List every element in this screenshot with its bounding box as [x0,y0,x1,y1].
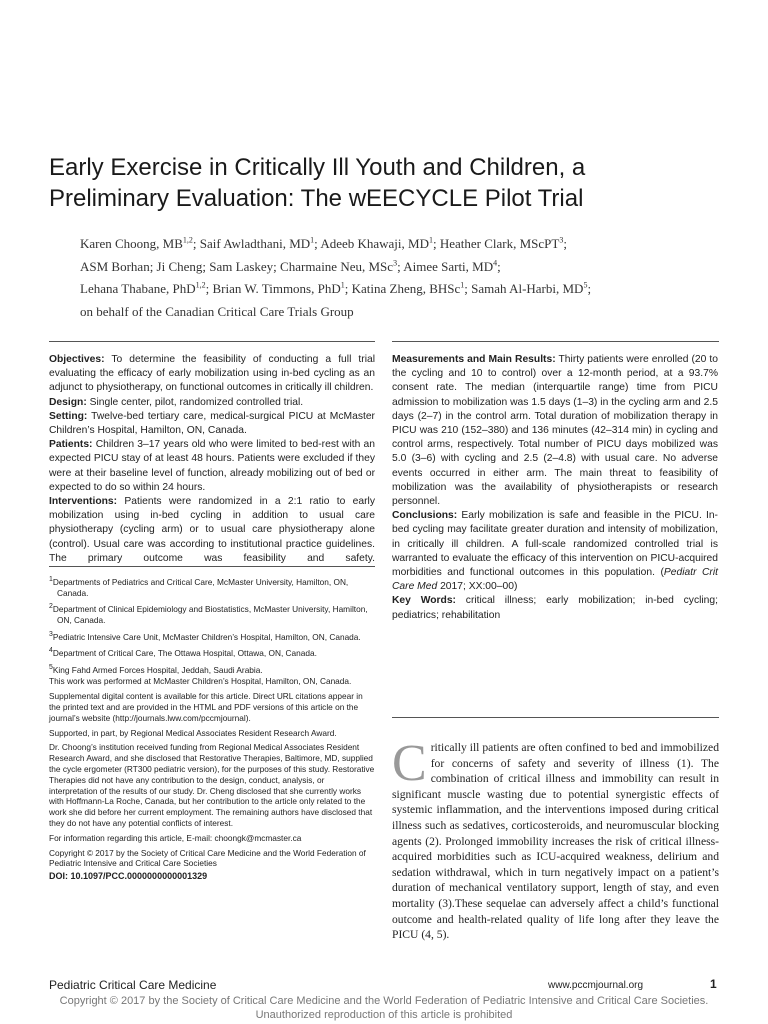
abstract-rule-left [49,341,375,342]
copyright-line-1: Copyright © 2017 by the Society of Critical Care Medicine and the World Federation of Pediatric Intensive and Critical Care Societies. [59,995,709,1007]
abstract-measurements: Measurements and Main Results: Thirty patients were enrolled (20 to the cycling and 10 to control) over a 12-month period, at a 93.7% consent rate. The median (interquartile range) time from PICU admission to mobilization was 1.5 days (1–3) in the cycling arm and 2.5 days (2–7) in the control arm. Total duration of mobilization therapy in PICU was 210 (152–380) and 136 minutes (42–314 min) in cycling and control arms, respectively. Total number of PICU days mobilized was 5.0 (3–6) with cycling and 2.5 (2–4.8) with usual care. No adverse events occurred in either arm. The main threat to feasibility of mobilization was the availability of physiotherapists or research personnel. [392,354,719,508]
author-line-1: Karen Choong, MB$^{1,2}$; Saif Awladthani, $MD^1$; Adeeb Khawaji, $MD^1$; Heather Clark, MScPT$^3$; [80,235,567,251]
supplemental-note: Supplemental digital content is available for this article. Direct URL citations appear in the printed text and are provided in the HTML and PDF versions of this article on the journal’s website (http://journals.lww.com/pccmjournal). [49,691,363,723]
contact-email: For information regarding this article, E-mail: choongk@mcmaster.ca [49,832,302,843]
body-text [392,735,719,943]
affiliation-5: $^5$King Fahd Armed Forces Hospital, Jeddah, Saudi Arabia. [49,663,263,675]
author-line-4: on behalf of the Canadian Critical Care Trials Group [80,303,354,319]
abstract-setting: Setting: Twelve-bed tertiary care, medical-surgical PICU at McMaster Children’s Hospital, Hamilton, ON, Canada. [49,410,375,437]
author-line-3: Lehana Thabane, PhD$^{1,2}$; Brian W. Timmons, PhD$^1$; Katina Zheng, BHSc$^1$; Samah Al-Harbi, $MD^5$; [80,280,592,296]
abstract-conclusions: Conclusions: Early mobilization is safe and feasible in the PICU. In-bed cycling may facilitate greater duration and intensity of mobilization, in critically ill children. A full-scale randomized controlled trial is warranted to evaluate the efficacy of this intervention on PICU-acquired morbidities and functional outcomes in this population. (Pediatr Crit Care Med 2017; XX:00–00) [392,510,719,593]
footnote-rule [49,566,375,567]
article-title [49,152,739,214]
affiliation-4: $^4$Department of Critical Care, The Ottawa Hospital, Ottawa, ON, Canada. [49,647,317,659]
article-title-line-2: Preliminary Evaluation: The wEECYCLE Pilot Trial [49,185,584,212]
abstract-right-column [392,353,718,623]
doi: DOI: 10.1097/PCC.0000000000001329 [49,871,208,882]
author-line-2: ASM Borhan; Ji Cheng; Sam Laskey; Charmaine Neu, MSc$^3$; Aimee Sarti, $MD^4$; [80,258,501,274]
abstract-left-column [49,353,375,566]
page-number: 1 [710,977,717,991]
abstract-patients: Patients: Children 3–17 years old who were limited to bed-rest with an expected PICU stay of at least 48 hours. Patients were excluded if they were at their baseline level of function, already mobilizing out of bed or expected to do so within 24 hours. [49,439,375,493]
abstract-rule-right [392,341,719,342]
drop-cap: C [392,735,427,792]
affiliation-3: $^3$Pediatric Intensive Care Unit, McMaster Children’s Hospital, Hamilton, ON, Canada. [49,630,361,642]
affiliation-1: $^1$Departments of Pediatrics and Critical Care, McMaster University, Hamilton, ON, Canada. [49,576,349,598]
abstract-design: Design: Single center, pilot, randomized controlled trial. [49,396,304,408]
footer-journal: Pediatric Critical Care Medicine [49,978,217,992]
support-note: Supported, in part, by Regional Medical Associates Resident Research Award. [49,727,337,738]
footnotes [49,575,375,886]
author-list [80,233,720,323]
body-paragraph: ritically ill patients are often confined to bed and immobilized for concerns of safety and severity of illness (1). The combination of critical illness and immobility can result in significant muscle wasting due to potential synergistic effects of systemic inflammation, and the interventions imposed during critical illness such as sedatives, corticosteroids, and neuromuscular blocking agents (2). Prolonged immobility increases the risk of critical illness-acquired morbidities such as ICU-acquired weakness, delirium and sedation withdrawal, which in turn negatively impact on a patient’s duration of mechanical ventilatory support, length of stay, and even mortality (3).These sequelae can adversely affect a child’s functional outcome and health-related quality of life long after they leave the PICU (4, 5). [392,741,719,942]
abstract-keywords: Key Words: critical illness; early mobilization; in-bed cycling; pediatrics; rehabilitation [392,595,718,621]
copyright-banner [0,995,768,1022]
affiliation-2: $^2$Department of Clinical Epidemiology and Biostatistics, McMaster University, Hamilton, ON, Canada. [49,603,368,625]
disclosure-note: Dr. Choong’s institution received funding from Regional Medical Associates Resident Research Award, and she disclosed that Restorative Therapies, Baltimore, MD, supplied the cycle ergometer (RT300 pediatric version), for the purposes of this study. Restorative Therapies did not have any contribution to the design, conduct, analysis, or interpretation of the results of our study. Dr. Cheng disclosed that she currently works with Hoffmann-La Roche, Canada, but her contribution to the article only related to the work she did before her current employment. The remaining authors have disclosed that they do not have any potential conflicts of interest. [49,742,375,828]
body-rule [392,717,719,718]
copyright-line-2: Unauthorized reproduction of this article is prohibited [255,1008,513,1021]
performed-note: This work was performed at McMaster Children’s Hospital, Hamilton, ON, Canada. [49,676,352,687]
article-title-line-1: Early Exercise in Critically Ill Youth and Children, a [49,154,586,181]
abstract-objectives: Objectives: To determine the feasibility of conducting a full trial evaluating the efficacy of early mobilization using in-bed cycling as an adjunct to physiotherapy, on functional outcomes in critically ill children. [49,354,375,394]
copyright-note: Copyright © 2017 by the Society of Critical Care Medicine and the World Federation of Pediatric Intensive and Critical Care Societies [49,847,366,869]
abstract-interventions: Interventions: Patients were randomized in a 2:1 ratio to early mobilization using in-bed cycling in addition to usual care physiotherapy (cycling arm) or to usual care physiotherapy alone (control). Usual care was according to institutional practice guidelines. The primary outcome was feasibility and safety. [49,496,375,564]
footer-website: www.pccmjournal.org [548,980,644,991]
